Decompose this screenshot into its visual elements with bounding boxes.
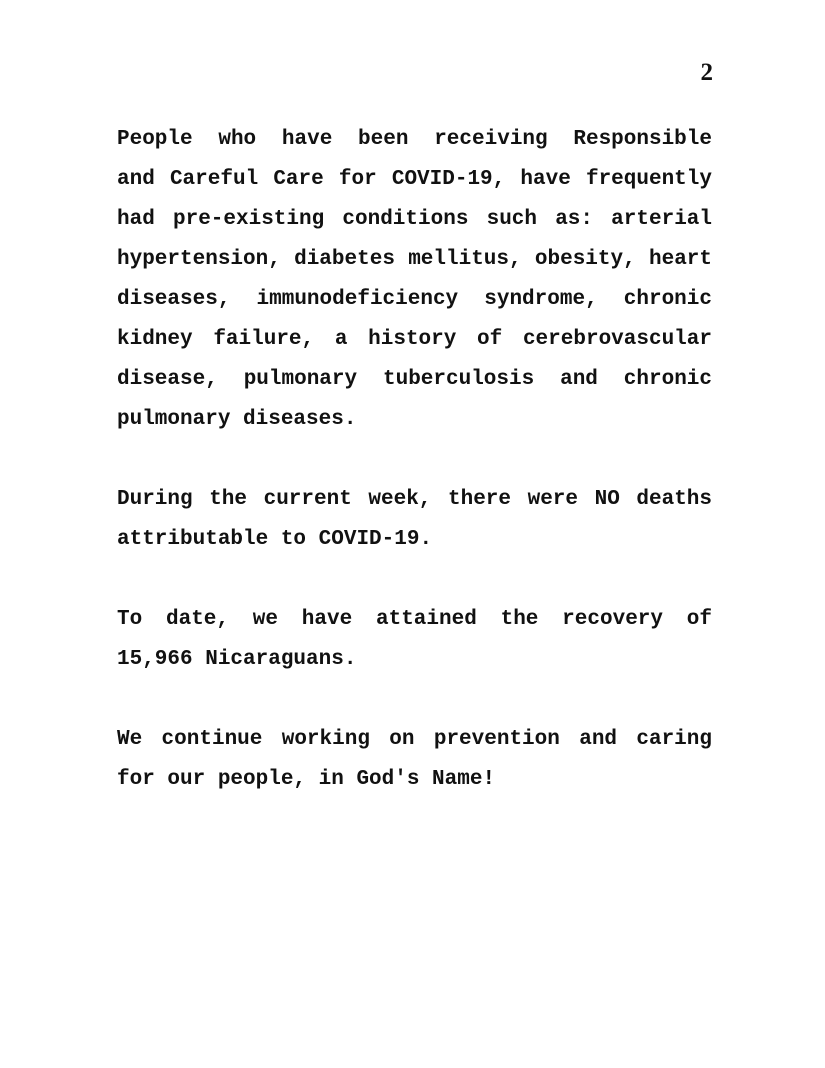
text-line: kidney failure, a history of cerebrovascular bbox=[117, 328, 712, 351]
text-line: We continue working on prevention and caring bbox=[117, 728, 712, 751]
text-line: diseases, immunodeficiency syndrome, chronic bbox=[117, 288, 712, 311]
paragraph bbox=[117, 480, 712, 560]
text-line: 15,966 Nicaraguans. bbox=[117, 648, 357, 671]
text-line: To date, we have attained the recovery of bbox=[117, 608, 712, 631]
text-line: People who have been receiving Responsible bbox=[117, 128, 712, 151]
text-line: had pre-existing conditions such as: arterial bbox=[117, 208, 712, 231]
text-line: attributable to COVID-19. bbox=[117, 528, 433, 551]
paragraph bbox=[117, 600, 712, 680]
paragraph bbox=[117, 120, 712, 440]
text-line: pulmonary diseases. bbox=[117, 408, 357, 431]
paragraph bbox=[117, 720, 712, 800]
text-line: disease, pulmonary tuberculosis and chronic bbox=[117, 368, 712, 391]
text-line: for our people, in God's Name! bbox=[117, 768, 496, 791]
text-line: and Careful Care for COVID-19, have frequently bbox=[117, 168, 712, 191]
text-line: During the current week, there were NO deaths bbox=[117, 488, 712, 511]
document-body bbox=[117, 120, 712, 840]
text-line: hypertension, diabetes mellitus, obesity, heart bbox=[117, 248, 712, 271]
page-number: 2 bbox=[700, 59, 713, 86]
